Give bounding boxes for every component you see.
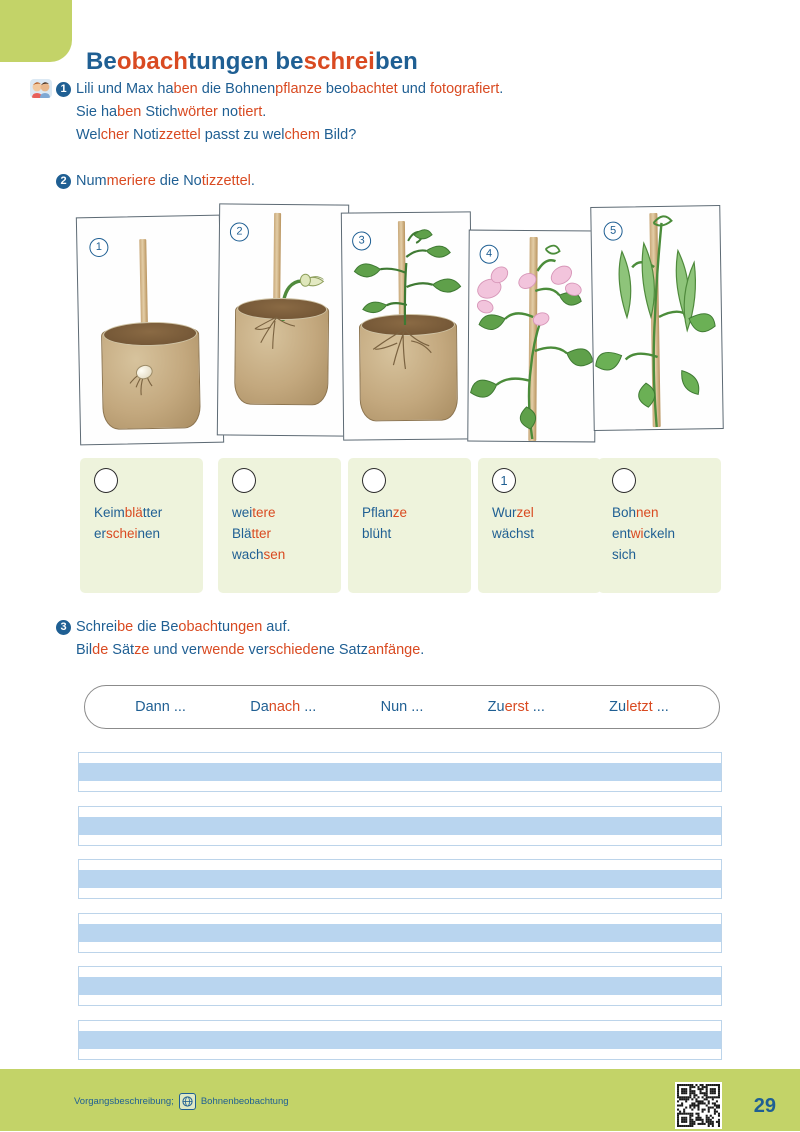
- globe-icon: [179, 1093, 196, 1110]
- note-card-1-circle[interactable]: [94, 468, 118, 493]
- sentence-starter-box: [84, 685, 720, 729]
- photo-5[interactable]: [590, 205, 724, 431]
- writing-line-band: [78, 1049, 722, 1060]
- writing-line-band: [78, 966, 722, 977]
- writing-line-group[interactable]: [78, 859, 722, 899]
- footer-media-label: Bohnenbeobachtung: [200, 1096, 289, 1107]
- sentence-starter-1: Dann ...: [135, 699, 186, 715]
- writing-line-group[interactable]: [78, 806, 722, 846]
- note-card-3[interactable]: [348, 458, 471, 593]
- photo-4-number: 4: [480, 245, 499, 264]
- note-card-3-text: Pflanze blüht: [362, 505, 408, 541]
- note-card-1-text: Keimblätter erscheinen: [94, 505, 163, 541]
- page-footer: [0, 1069, 800, 1131]
- note-card-1[interactable]: [80, 458, 203, 593]
- writing-line-band: [78, 995, 722, 1006]
- photo-4[interactable]: [467, 230, 596, 443]
- photo-5-number: 5: [603, 222, 622, 241]
- writing-line-group[interactable]: [78, 1020, 722, 1060]
- page-title: Beobachtungen beschreiben: [86, 48, 418, 76]
- task-1: [56, 78, 756, 147]
- page-number: 29: [753, 1095, 776, 1117]
- task-3: [56, 616, 424, 662]
- note-card-5-circle[interactable]: [612, 468, 636, 493]
- writing-line-band: [78, 806, 722, 817]
- green-corner-tab: [0, 0, 72, 62]
- photo-3-number: 3: [352, 231, 371, 250]
- sentence-starter-5: Zuletzt ...: [609, 699, 669, 715]
- task-1-line-1: Lili und Max haben die Bohnenpflanze beobachtet und fotografiert.: [76, 81, 504, 97]
- writing-lines: [78, 752, 722, 1073]
- sentence-starter-4: Zuerst ...: [487, 699, 545, 715]
- photo-2-number: 2: [230, 222, 249, 241]
- qr-code[interactable]: [675, 1082, 722, 1129]
- photo-strip: [70, 198, 730, 448]
- footer-topic-label: Vorgangsbeschreibung;: [74, 1096, 174, 1107]
- sentence-starter-2: Danach ...: [250, 699, 317, 715]
- note-card-4-circle[interactable]: 1: [492, 468, 516, 493]
- writing-line-group[interactable]: [78, 913, 722, 953]
- writing-line-band: [78, 763, 722, 781]
- sentence-starter-3: Nun ...: [380, 699, 424, 715]
- task-2: [56, 170, 255, 193]
- task-3-line-1: Schreibe die Beobachtungen auf.: [76, 619, 291, 635]
- note-card-2-text: weitere Blätter wachsen: [232, 505, 286, 562]
- writing-line-group[interactable]: [78, 966, 722, 1006]
- note-card-2-circle[interactable]: [232, 468, 256, 493]
- note-card-5[interactable]: [598, 458, 721, 593]
- note-card-3-circle[interactable]: [362, 468, 386, 493]
- note-card-4[interactable]: [478, 458, 601, 593]
- photo-1-number: 1: [89, 238, 108, 257]
- writing-line-band: [78, 835, 722, 846]
- task-2-number: 2: [56, 174, 71, 189]
- pair-work-icon: [30, 79, 52, 98]
- writing-line-band: [78, 781, 722, 792]
- note-card-5-text: Bohnen entwickeln sich: [612, 505, 676, 562]
- note-card-4-text: Wurzel wächst: [492, 505, 535, 541]
- writing-line-band: [78, 817, 722, 835]
- writing-line-group[interactable]: [78, 752, 722, 792]
- writing-line-band: [78, 913, 722, 924]
- task-2-line-1: Nummeriere die Notizzettel.: [76, 173, 255, 189]
- task-3-number: 3: [56, 620, 71, 635]
- writing-line-band: [78, 1031, 722, 1049]
- task-1-number: 1: [56, 82, 71, 97]
- task-1-line-2: Sie haben Stichwörter notiert.: [76, 104, 267, 120]
- footer-topic: [74, 1093, 289, 1110]
- writing-line-band: [78, 888, 722, 899]
- note-cards: [80, 458, 725, 593]
- task-1-line-3: Welcher Notizzettel passt zu welchem Bild?: [76, 127, 357, 143]
- writing-line-band: [78, 924, 722, 942]
- photo-1[interactable]: [76, 215, 224, 446]
- writing-line-band: [78, 859, 722, 870]
- writing-line-band: [78, 870, 722, 888]
- note-card-2[interactable]: [218, 458, 341, 593]
- writing-line-band: [78, 977, 722, 995]
- writing-line-band: [78, 942, 722, 953]
- writing-line-band: [78, 752, 722, 763]
- writing-line-band: [78, 1020, 722, 1031]
- photo-3[interactable]: [341, 211, 473, 440]
- task-3-line-2: Bilde Sätze und verwende verschiedene Satzanfänge.: [76, 642, 425, 658]
- photo-2[interactable]: [217, 203, 349, 436]
